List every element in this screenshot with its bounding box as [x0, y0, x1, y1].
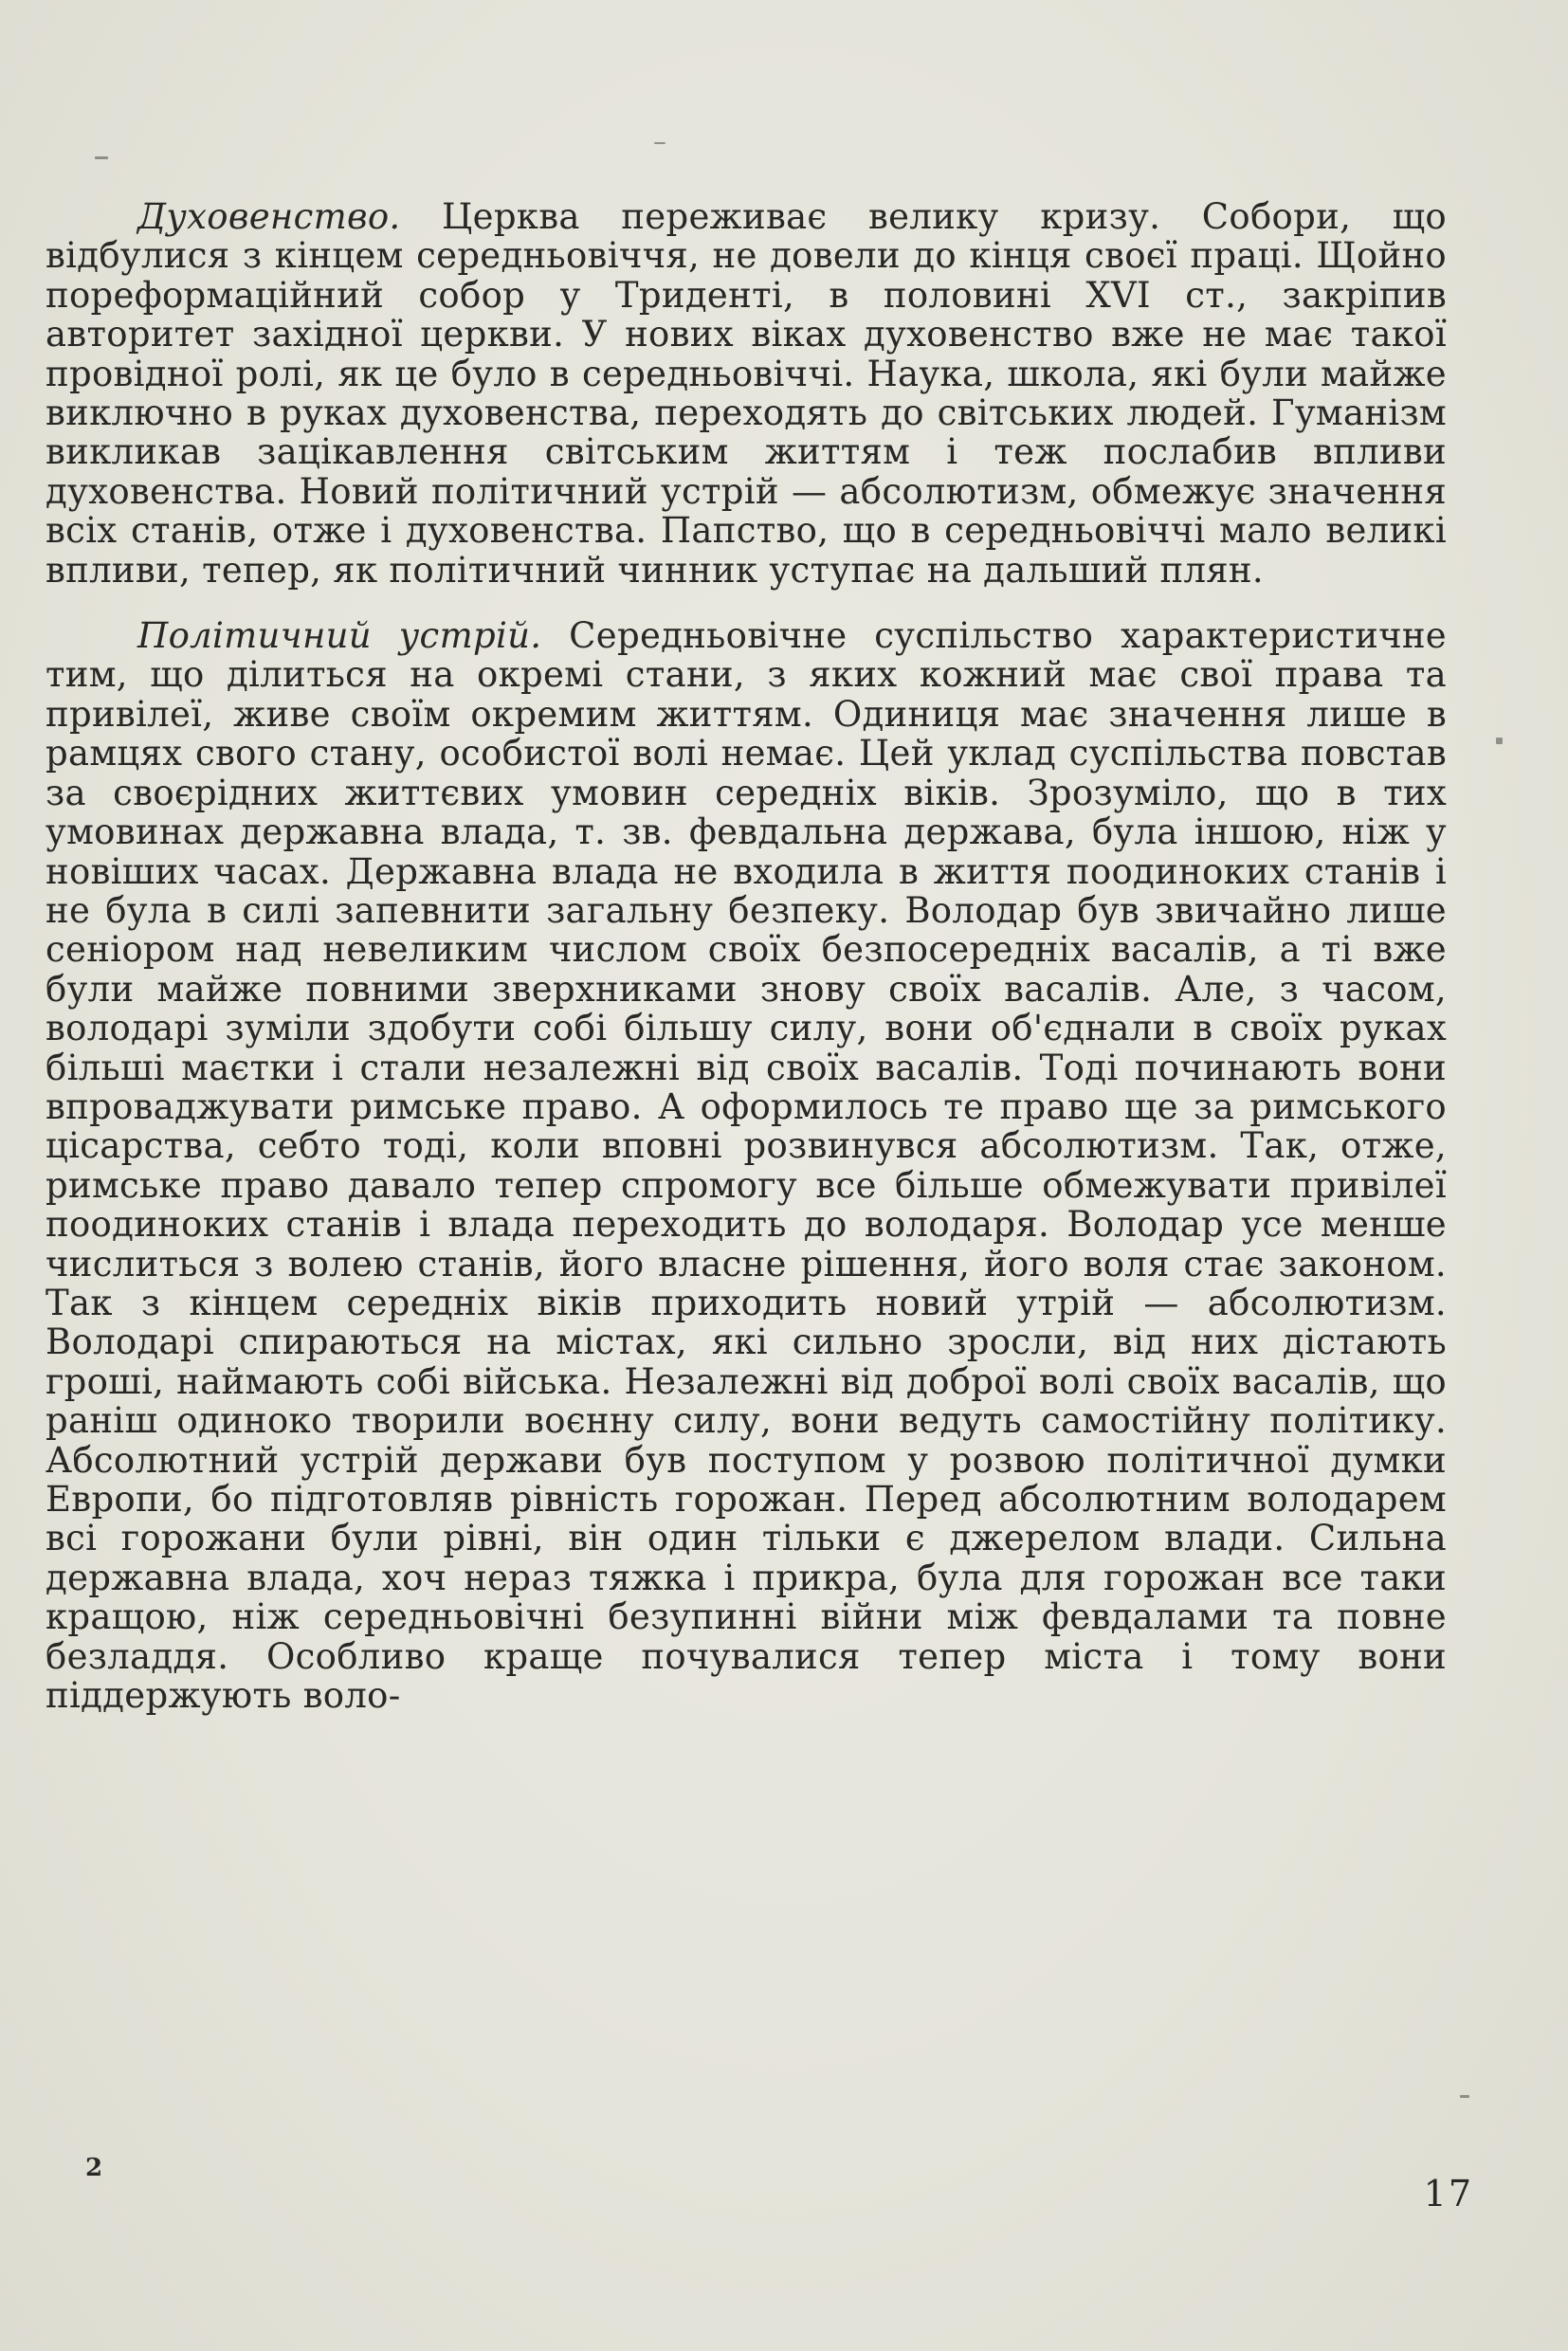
- paragraph-lead: Політичний устрій.: [137, 615, 542, 657]
- print-speck: [1460, 2095, 1469, 2098]
- paragraph-clergy: [46, 197, 1447, 590]
- paragraph-political-system: [46, 616, 1447, 1715]
- paragraph-body: Церква переживає велику кризу. Собори, що відбулися з кінцем середньовіччя, не довели до кінця своєї праці. Щойно пореформаційний собор у Триденті, в половині XVI ст., закріпив авторитет західної церкви. У нових віках духовенство вже не має такої провідної ролі, як це було в середньовіччі. Наука, школа, які були майже виключно в руках духовенства, переходять до світських людей. Гуманізм викликав зацікавлення світським життям і теж послабив впливи духовенства. Новий політичний устрій — абсолютизм, обмежує значення всіх станів, отже і духовенства. Папство, що в середньовіччі мало великі впливи, тепер, як політичний чинник уступає на дальший плян.: [46, 196, 1447, 591]
- print-speck: [1496, 738, 1503, 744]
- page-number: 17: [1423, 2173, 1473, 2214]
- paragraph-body: Середньовічне суспільство характеристичне тим, що ділиться на окремі стани, з яких кожний має свої права та привілеї, живе своїм окремим життям. Одиниця має значення лише в рамцях свого стану, особистої волі немає. Цей уклад суспільства повстав за своєрідних життєвих умовин середніх віків. Зрозуміло, що в тих умовинах державна влада, т. зв. февдальна держава, була іншою, ніж у новіших часах. Державна влада не входила в життя поодиноких станів і не була в силі запевнити загальну безпеку. Володар був звичайно лише сеніором над невеликим числом своїх безпосередніх васалів, а ті вже були майже повними зверхниками знову своїх васалів. Але, з часом, володарі зуміли здобути собі більшу силу, вони об'єднали в своїх руках більші маєтки і стали незалежні від своїх васалів. Тоді починають вони впроваджувати римське право. А оформилось те право ще за римського цісарства, себто тоді, коли вповні розвинувся абсолютизм. Так, отже, римське право давало тепер спромогу все більше обмежувати привілеї поодиноких станів і влада переходить до володаря. Володар усе менше числиться з волею станів, його власне рішення, його воля стає законом. Так з кінцем середніх віків приходить новий утрій — абсолютизм. Володарі спираються на містах, які сильно зросли, від них дістають гроші, наймають собі війська. Незалежні від доброї волі своїх васалів, що раніш одиноко творили воєнну силу, вони ведуть самостійну політику. Абсолютний устрій держави був поступом у розвою політичної думки Европи, бо підготовляв рівність горожан. Перед абсолютним володарем всі горожани були рівні, він один тільки є джерелом влади. Сильна державна влада, хоч нераз тяжка і прикра, була для горожан все таки кращою, ніж середньовічні безупинні війни між февдалами та повне безладдя. Особливо краще почувалися тепер міста і тому вони піддержують воло-: [46, 615, 1447, 1717]
- print-speck: [654, 142, 665, 144]
- paragraph-lead: Духовенство.: [137, 196, 401, 237]
- print-speck: [95, 156, 108, 159]
- sheet-signature: 2: [85, 2154, 103, 2182]
- body-text: [46, 197, 1447, 1715]
